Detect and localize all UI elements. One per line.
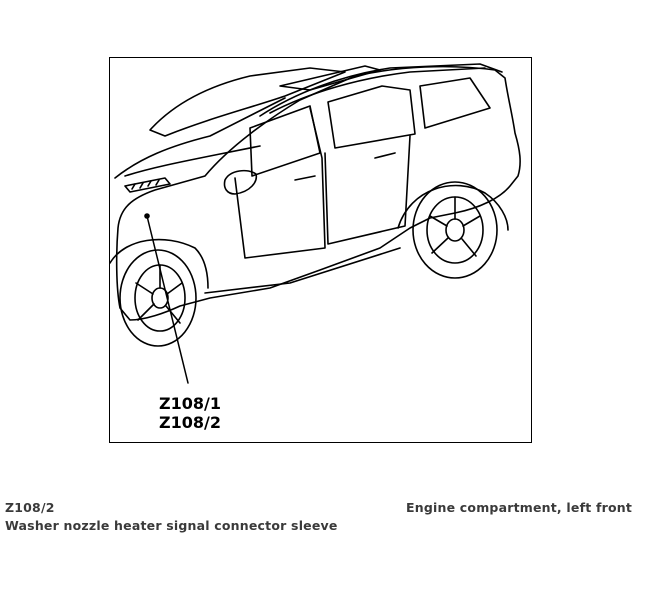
vehicle-illustration [110, 58, 530, 441]
roof-rail [270, 68, 485, 113]
fender-vent [125, 178, 170, 192]
caption-location: Engine compartment, left front [406, 500, 633, 515]
callout-label-1: Z108/1 [159, 394, 221, 413]
quarter-window [420, 78, 490, 128]
front-door-handle [295, 176, 315, 180]
rocker-panel [205, 248, 400, 293]
callout-leader [147, 216, 188, 383]
diagram-frame [109, 57, 532, 443]
caption-code: Z108/2 [5, 500, 55, 515]
hood [115, 98, 285, 178]
front-door [235, 108, 325, 258]
caption-description: Washer nozzle heater signal connector sleeve [5, 518, 338, 533]
rear-door-handle [375, 153, 395, 158]
front-wheel [120, 250, 196, 346]
body-outline [117, 67, 520, 320]
rear-window [328, 86, 415, 148]
callout-label-2: Z108/2 [159, 413, 221, 432]
rear-wheel [413, 182, 497, 278]
